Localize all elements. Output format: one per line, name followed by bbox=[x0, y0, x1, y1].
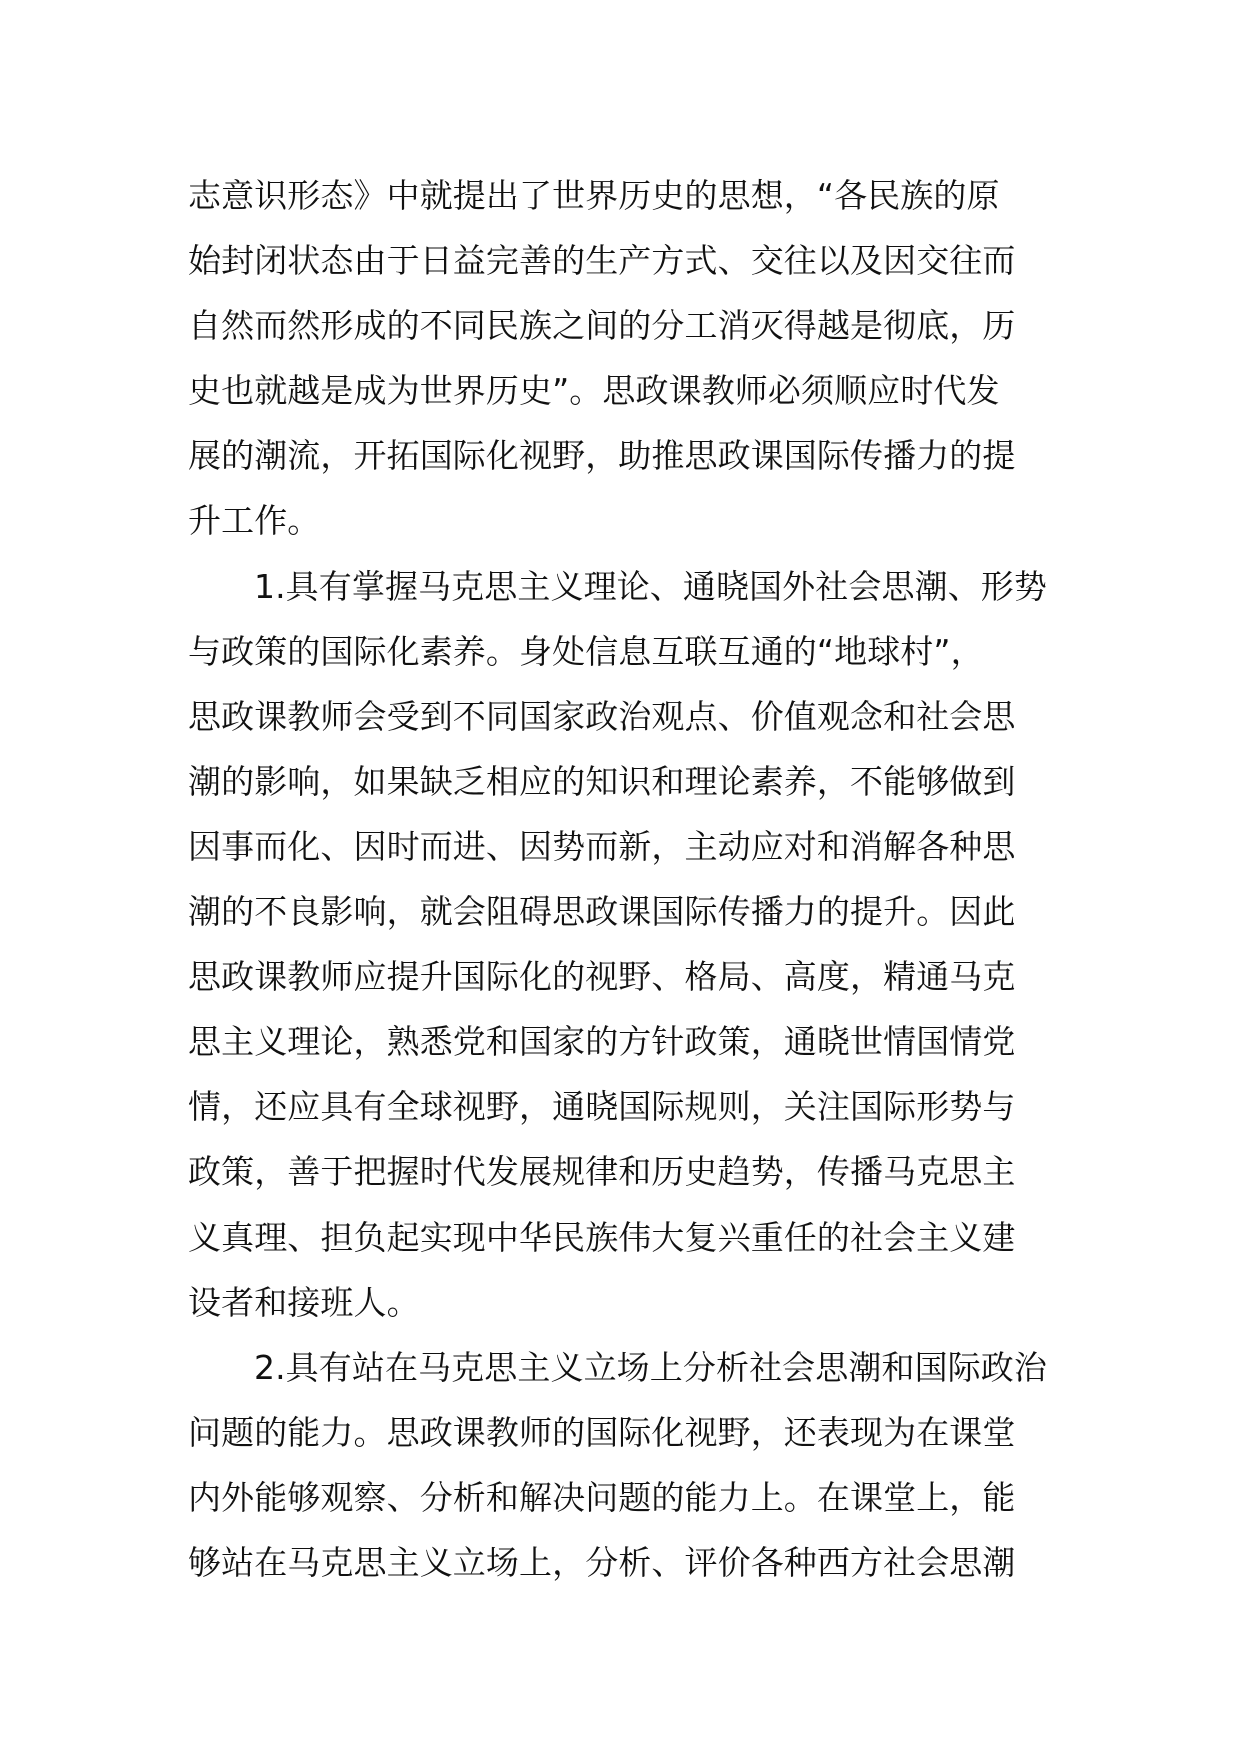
text-line: 设者和接班人。 bbox=[188, 1282, 420, 1322]
text-line: 思政课教师会受到不同国家政治观点、价值观念和社会思 bbox=[188, 696, 1016, 736]
text-line: 情，还应具有全球视野，通晓国际规则，关注国际形势与 bbox=[188, 1087, 1016, 1127]
text-line: 与政策的国际化素养。身处信息互联互通的“地球村”， bbox=[188, 631, 984, 671]
body-text bbox=[188, 163, 1058, 1595]
text-line: 史也就越是成为世界历史”。思政课教师必须顺应时代发 bbox=[188, 371, 1000, 411]
text-line: 内外能够观察、分析和解决问题的能力上。在课堂上，能 bbox=[188, 1477, 1016, 1517]
text-line: 义真理、担负起实现中华民族伟大复兴重任的社会主义建 bbox=[188, 1217, 1016, 1257]
text-line: 展的潮流，开拓国际化视野，助推思政课国际传播力的提 bbox=[188, 436, 1016, 476]
text-line: 够站在马克思主义立场上，分析、评价各种西方社会思潮 bbox=[188, 1542, 1016, 1582]
text-line: 潮的影响，如果缺乏相应的知识和理论素养，不能够做到 bbox=[188, 761, 1016, 801]
text-line: 自然而然形成的不同民族之间的分工消灭得越是彻底，历 bbox=[188, 306, 1016, 346]
paragraph-heading-2: 2.具有站在马克思主义立场上分析社会思潮和国际政治 bbox=[254, 1347, 1047, 1387]
text-line: 思政课教师应提升国际化的视野、格局、高度，精通马克 bbox=[188, 957, 1016, 997]
text-line: 问题的能力。思政课教师的国际化视野，还表现为在课堂 bbox=[188, 1412, 1016, 1452]
text-line: 政策，善于把握时代发展规律和历史趋势，传播马克思主 bbox=[188, 1152, 1016, 1192]
text-line: 始封闭状态由于日益完善的生产方式、交往以及因交往而 bbox=[188, 241, 1016, 281]
text-line: 志意识形态》中就提出了世界历史的思想，“各民族的原 bbox=[188, 176, 1000, 215]
text-line: 思主义理论，熟悉党和国家的方针政策，通晓世情国情党 bbox=[188, 1022, 1016, 1062]
paragraph-heading-1: 1.具有掌握马克思主义理论、通晓国外社会思潮、形势 bbox=[254, 566, 1047, 606]
text-line: 因事而化、因时而进、因势而新，主动应对和消解各种思 bbox=[188, 826, 1016, 866]
text-line: 升工作。 bbox=[188, 501, 321, 541]
text-line: 潮的不良影响，就会阻碍思政课国际传播力的提升。因此 bbox=[188, 892, 1016, 932]
